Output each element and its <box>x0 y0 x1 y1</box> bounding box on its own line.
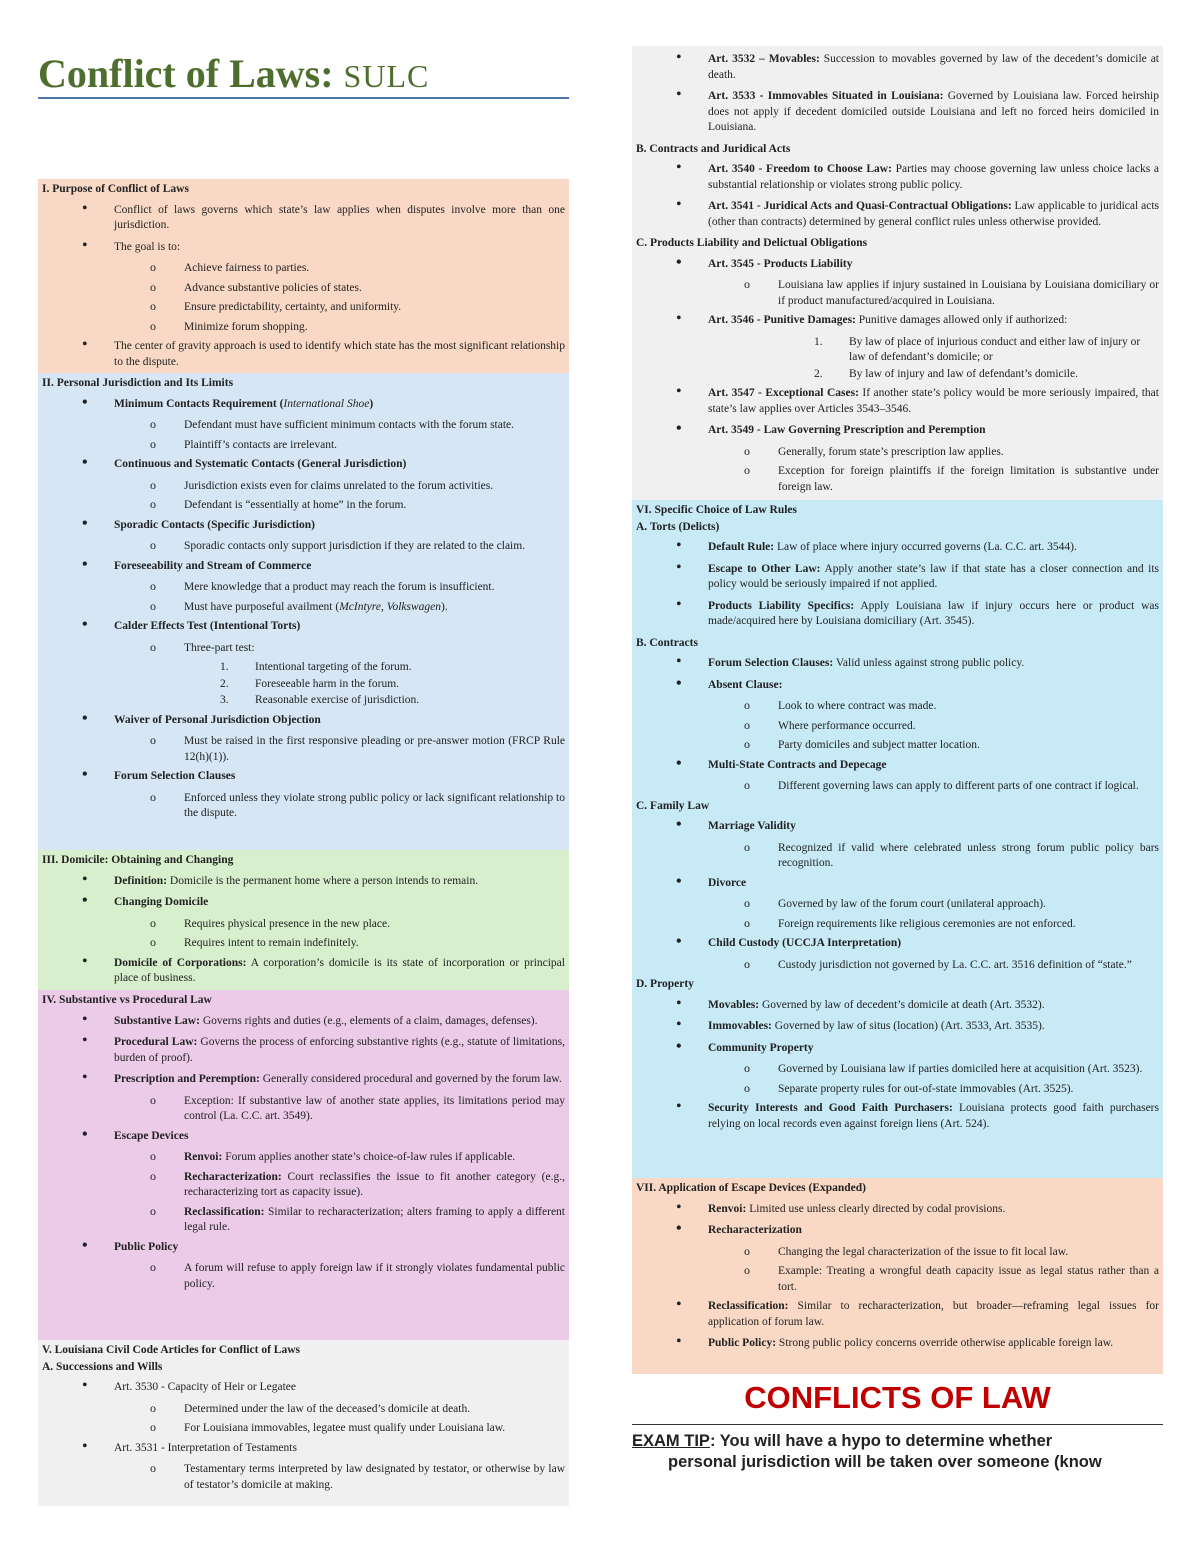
bullet: • Art. 3533 - Immovables Situated in Louisiana: Governed by Louisiana law. Forced heirship does not apply if decedent domiciled outside Louisiana and left no forced heirs domiciled in Louisiana. <box>636 89 1159 136</box>
left-column <box>38 0 569 1506</box>
sub-bullet: o Enforced unless they violate strong public policy or lack significant relationship to the dispute. <box>42 791 565 822</box>
section-personal-jurisdiction <box>38 373 569 850</box>
section-heading: VI. Specific Choice of Law Rules <box>636 504 797 516</box>
sub-bullet: o Different governing laws can apply to different parts of one contract if logical. <box>636 779 1159 795</box>
sub-bullet: o Testamentary terms interpreted by law designated by testator, or otherwise by law of testator’s domicile at making. <box>42 1462 565 1493</box>
section-heading: III. Domicile: Obtaining and Changing <box>42 854 234 866</box>
numbered-item: 1. Intentional targeting of the forum. <box>220 661 412 673</box>
sub-bullet: o Advance substantive policies of states. <box>42 281 565 297</box>
bullet: • Changing Domicile <box>42 895 565 911</box>
sub-bullet: o For Louisiana immovables, legatee must qualify under Louisiana law. <box>42 1421 565 1437</box>
bullet: • Forum Selection Clauses: Valid unless against strong public policy. <box>636 656 1159 672</box>
bullet: • Security Interests and Good Faith Purchasers: Louisiana protects good faith purchasers relying on local records even against foreign liens (Art. 524). <box>636 1101 1159 1132</box>
exam-tip: EXAM TIP: You will have a hypo to determine whether personal jurisdiction will be taken over someone (know <box>632 1432 1102 1471</box>
sub-bullet: o Renvoi: Forum applies another state’s choice-of-law rules if applicable. <box>42 1150 565 1166</box>
bullet: • Absent Clause: <box>636 678 1159 694</box>
bullet: • Definition: Domicile is the permanent home where a person intends to remain. <box>42 874 565 890</box>
sub-bullet: o Changing the legal characterization of the issue to fit local law. <box>636 1245 1159 1261</box>
exam-tip-label: EXAM TIP <box>632 1432 710 1450</box>
section-heading: I. Purpose of Conflict of Laws <box>42 183 189 195</box>
right-column <box>632 46 1163 1473</box>
numbered-item: 3. Reasonable exercise of jurisdiction. <box>220 694 420 706</box>
subsection-heading: C. Products Liability and Delictual Obligations <box>636 237 868 249</box>
sub-bullet: o Must have purposeful availment (McIntyre, Volkswagen). <box>42 600 565 616</box>
sub-bullet: o Party domiciles and subject matter location. <box>636 738 1159 754</box>
bullet: • Immovables: Governed by law of situs (location) (Art. 3533, Art. 3535). <box>636 1019 1159 1035</box>
section-heading: II. Personal Jurisdiction and Its Limits <box>42 377 234 389</box>
bullet: • Marriage Validity <box>636 819 1159 835</box>
bullet: • Domicile of Corporations: A corporation’s domicile is its state of incorporation or principal place of business. <box>42 956 565 987</box>
sub-bullet: o Recharacterization: Court reclassifies the issue to fit another category (e.g., recharacterizing tort as capacity issue). <box>42 1170 565 1201</box>
section-louisiana-code-continued <box>632 46 1163 500</box>
numbered-item: 1. By law of place of injurious conduct and either law of injury or law of defendant’s domicile; or <box>814 335 1141 363</box>
bullet: • Procedural Law: Governs the process of enforcing substantive rights (e.g., statute of limitations, burden of proof). <box>42 1035 565 1066</box>
sub-bullet: o Must be raised in the first responsive pleading or pre-answer motion (FRCP Rule 12(h)(1)). <box>42 734 565 765</box>
sub-bullet: o Requires physical presence in the new place. <box>42 917 565 933</box>
bullet: • Community Property <box>636 1041 1159 1057</box>
bullet: • Prescription and Peremption: Generally considered procedural and governed by the forum law. <box>42 1072 565 1088</box>
bullet: • Art. 3531 - Interpretation of Testaments <box>42 1441 565 1457</box>
bullet: • Art. 3530 - Capacity of Heir or Legatee <box>42 1380 565 1396</box>
subsection-heading: B. Contracts and Juridical Acts <box>636 142 791 155</box>
bullet: • Conflict of laws governs which state’s law applies when disputes involve more than one jurisdiction. <box>42 203 565 234</box>
bullet: • Continuous and Systematic Contacts (General Jurisdiction) <box>42 457 565 473</box>
bullet: • Child Custody (UCCJA Interpretation) <box>636 936 1159 952</box>
sub-bullet: o Achieve fairness to parties. <box>42 261 565 277</box>
subsection-heading: C. Family Law <box>636 799 710 812</box>
section-heading: VII. Application of Escape Devices (Expanded) <box>636 1182 867 1194</box>
bullet: • Reclassification: Similar to recharacterization, but broader—reframing legal issues for application of forum law. <box>636 1299 1159 1330</box>
sub-bullet: o Mere knowledge that a product may reach the forum is insufficient. <box>42 580 565 596</box>
sub-bullet: o Exception for foreign plaintiffs if the foreign limitation is substantive under foreign law. <box>636 464 1159 495</box>
sub-bullet: o Exception: If substantive law of another state applies, its limitations period may control (La. C.C. art. 3549). <box>42 1094 565 1125</box>
bullet: • Public Policy: Strong public policy concerns override otherwise applicable foreign law. <box>636 1336 1159 1352</box>
section-heading: IV. Substantive vs Procedural Law <box>42 994 212 1006</box>
subsection-heading: A. Torts (Delicts) <box>636 520 720 533</box>
sub-bullet: o Generally, forum state’s prescription law applies. <box>636 445 1159 461</box>
bullet: • Art. 3532 – Movables: Succession to movables governed by law of the decedent’s domicile at death. <box>636 52 1159 83</box>
section-domicile <box>38 850 569 990</box>
numbered-item: 2. By law of injury and law of defendant’s domicile. <box>814 367 1078 380</box>
sub-bullet: o Defendant is “essentially at home” in the forum. <box>42 498 565 514</box>
title-sub: SULC <box>343 58 430 94</box>
section-purpose <box>38 179 569 373</box>
sub-bullet: o Jurisdiction exists even for claims unrelated to the forum activities. <box>42 479 565 495</box>
bullet: • Art. 3541 - Juridical Acts and Quasi-Contractual Obligations: Law applicable to juridical acts (other than contracts) determined by general conflict rules unless otherwise provided. <box>636 199 1159 230</box>
sub-bullet: o Sporadic contacts only support jurisdiction if they are related to the claim. <box>42 539 565 555</box>
subsection-heading: B. Contracts <box>636 636 698 649</box>
bullet: • Art. 3549 - Law Governing Prescription and Peremption <box>636 423 1159 439</box>
bullet: • The goal is to: <box>42 240 565 256</box>
bullet: • Default Rule: Law of place where injury occurred governs (La. C.C. art. 3544). <box>636 540 1159 556</box>
title-main: Conflict of Laws: <box>38 51 334 96</box>
sub-bullet: o Example: Treating a wrongful death capacity issue as legal status rather than a tort. <box>636 1264 1159 1295</box>
bullet: • Art. 3545 - Products Liability <box>636 257 1159 273</box>
bullet: • The center of gravity approach is used to identify which state has the most significant relationship to the dispute. <box>42 339 565 370</box>
sub-bullet: o Plaintiff’s contacts are irrelevant. <box>42 438 565 454</box>
bullet: • Escape Devices <box>42 1129 565 1145</box>
sub-bullet: o Foreign requirements like religious ceremonies are not enforced. <box>636 917 1159 933</box>
sub-bullet: o Determined under the law of the deceased’s domicile at death. <box>42 1402 565 1418</box>
bullet: • Public Policy <box>42 1240 565 1256</box>
divider <box>632 1424 1163 1425</box>
section-heading: V. Louisiana Civil Code Articles for Conflict of Laws <box>42 1344 301 1356</box>
bullet: • Products Liability Specifics: Apply Louisiana law if injury occurs here or product was made/acquired here by Louisiana domiciliary (Art. 3545). <box>636 599 1159 630</box>
sub-bullet: o Defendant must have sufficient minimum contacts with the forum state. <box>42 418 565 434</box>
bullet: • Substantive Law: Governs rights and duties (e.g., elements of a claim, damages, defenses). <box>42 1014 565 1030</box>
section-escape-devices <box>632 1178 1163 1374</box>
bullet: • Recharacterization <box>636 1223 1159 1239</box>
sub-bullet: o Recognized if valid where celebrated unless strong forum public policy bars recognition. <box>636 841 1159 872</box>
section-louisiana-code <box>38 1340 569 1506</box>
sub-bullet: o A forum will refuse to apply foreign law if it strongly violates fundamental public policy. <box>42 1261 565 1292</box>
bullet: • Divorce <box>636 876 1159 892</box>
sub-bullet: o Where performance occurred. <box>636 719 1159 735</box>
bullet: • Art. 3547 - Exceptional Cases: If another state’s policy would be more seriously impaired, that state’s law applies over Articles 3543–3546. <box>636 386 1159 417</box>
bullet: • Calder Effects Test (Intentional Torts) <box>42 619 565 635</box>
sub-bullet: o Look to where contract was made. <box>636 699 1159 715</box>
sub-bullet: o Reclassification: Similar to recharacterization; alters framing to apply a different legal rule. <box>42 1205 565 1236</box>
page-title <box>38 50 569 95</box>
bullet: • Sporadic Contacts (Specific Jurisdiction) <box>42 518 565 534</box>
conflicts-of-law-heading: CONFLICTS OF LAW <box>744 1380 1051 1415</box>
bullet: • Art. 3546 - Punitive Damages: Punitive damages allowed only if authorized: <box>636 313 1159 329</box>
sub-bullet: o Louisiana law applies if injury sustained in Louisiana by Louisiana domiciliary or if product manufactured/acquired in Louisiana. <box>636 278 1159 309</box>
bullet: • Movables: Governed by law of decedent’s domicile at death (Art. 3532). <box>636 998 1159 1014</box>
section-substantive-procedural <box>38 990 569 1340</box>
sub-bullet: o Governed by Louisiana law if parties domiciled here at acquisition (Art. 3523). <box>636 1062 1159 1078</box>
sub-bullet: o Governed by law of the forum court (unilateral approach). <box>636 897 1159 913</box>
subsection-heading: A. Successions and Wills <box>42 1360 163 1373</box>
bullet: • Forum Selection Clauses <box>42 769 565 785</box>
bullet: • Multi-State Contracts and Depecage <box>636 758 1159 774</box>
sub-bullet: o Custody jurisdiction not governed by La. C.C. art. 3516 definition of “state.” <box>636 958 1159 974</box>
sub-bullet: o Requires intent to remain indefinitely. <box>42 936 565 952</box>
bullet: • Escape to Other Law: Apply another state’s law if that state has a closer connection and its policy would be seriously impaired if not applied. <box>636 562 1159 593</box>
sub-bullet: o Ensure predictability, certainty, and uniformity. <box>42 300 565 316</box>
bullet: • Waiver of Personal Jurisdiction Objection <box>42 713 565 729</box>
sub-bullet: o Three-part test: <box>42 641 565 657</box>
bullet: • Foreseeability and Stream of Commerce <box>42 559 565 575</box>
sub-bullet: o Minimize forum shopping. <box>42 320 565 336</box>
subsection-heading: D. Property <box>636 978 694 990</box>
bullet: • Minimum Contacts Requirement (International Shoe) <box>42 397 565 413</box>
bullet: • Renvoi: Limited use unless clearly directed by codal provisions. <box>636 1202 1159 1218</box>
sub-bullet: o Separate property rules for out-of-state immovables (Art. 3525). <box>636 1082 1159 1098</box>
section-specific-rules <box>632 500 1163 1178</box>
numbered-item: 2. Foreseeable harm in the forum. <box>220 677 400 690</box>
bullet: • Art. 3540 - Freedom to Choose Law: Parties may choose governing law unless choice lacks a substantial relationship or violates strong public policy. <box>636 162 1159 193</box>
